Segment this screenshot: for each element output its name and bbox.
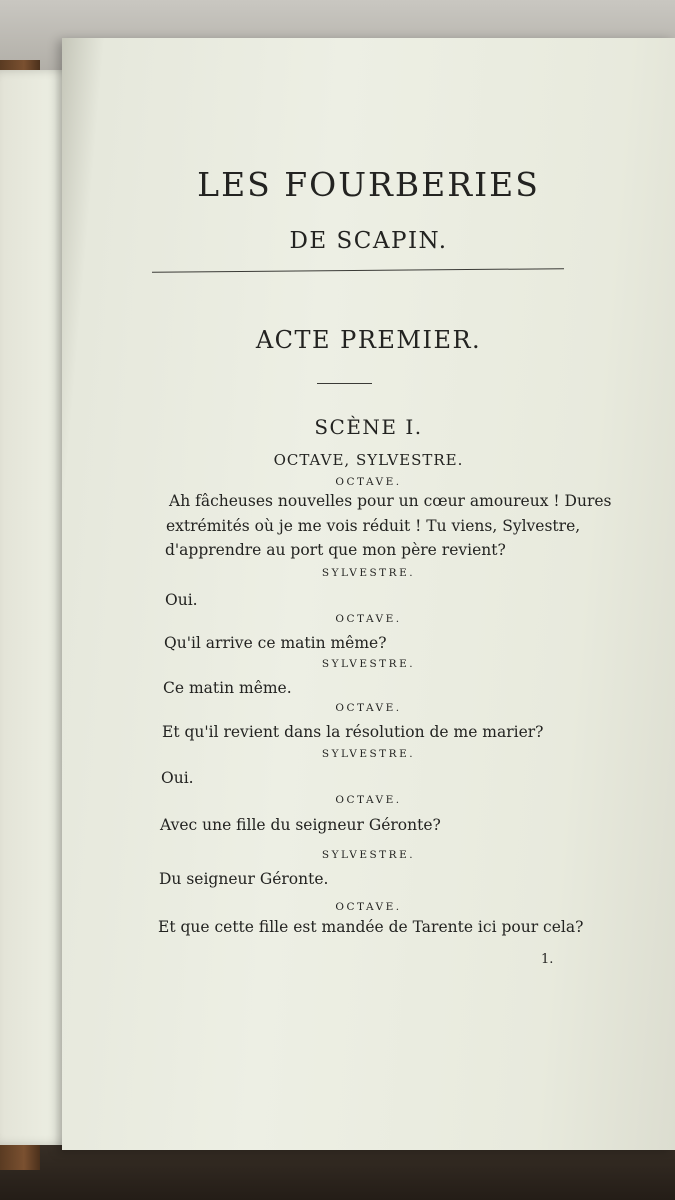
scene-heading: SCÈNE I. [314,415,423,439]
play-subtitle: DE SCAPIN. [289,228,448,254]
speaker-name: SYLVESTRE. [321,567,416,579]
speaker-name: SYLVESTRE. [321,748,416,760]
dialogue-line: Qu'il arrive ce matin même? [164,634,387,652]
dialogue-line: d'apprendre au port que mon père revient? [165,541,506,559]
title-rule [152,268,564,273]
dialogue-line: Et qu'il revient dans la résolution de me marier? [162,723,544,741]
dialogue-line: Oui. [161,769,194,787]
speaker-name: OCTAVE. [335,901,402,913]
speaker-name: OCTAVE. [335,476,402,488]
play-title: LES FOURBERIES [197,165,540,204]
act-heading: ACTE PREMIER. [255,326,482,354]
dialogue-line: Du seigneur Géronte. [159,870,329,888]
speaker-name: SYLVESTRE. [321,849,416,861]
dialogue-line: extrémités où je me vois réduit ! Tu viens, Sylvestre, [166,517,581,535]
dialogue-line: Oui. [165,591,198,609]
speaker-name: OCTAVE. [335,613,402,625]
dialogue-line: Ce matin même. [163,679,292,697]
dialogue-line: Avec une fille du seigneur Géronte? [160,816,441,834]
dialogue-line: Ah fâcheuses nouvelles pour un cœur amoureux ! Dures [169,492,612,510]
act-rule [317,383,372,384]
scene-cast: OCTAVE, SYLVESTRE. [273,451,464,469]
book-page [62,38,675,1150]
speaker-name: OCTAVE. [335,794,402,806]
speaker-name: SYLVESTRE. [321,658,416,670]
signature-mark: 1. [541,952,554,967]
dialogue-line: Et que cette fille est mandée de Tarente ici pour cela? [158,918,584,936]
speaker-name: OCTAVE. [335,702,402,714]
